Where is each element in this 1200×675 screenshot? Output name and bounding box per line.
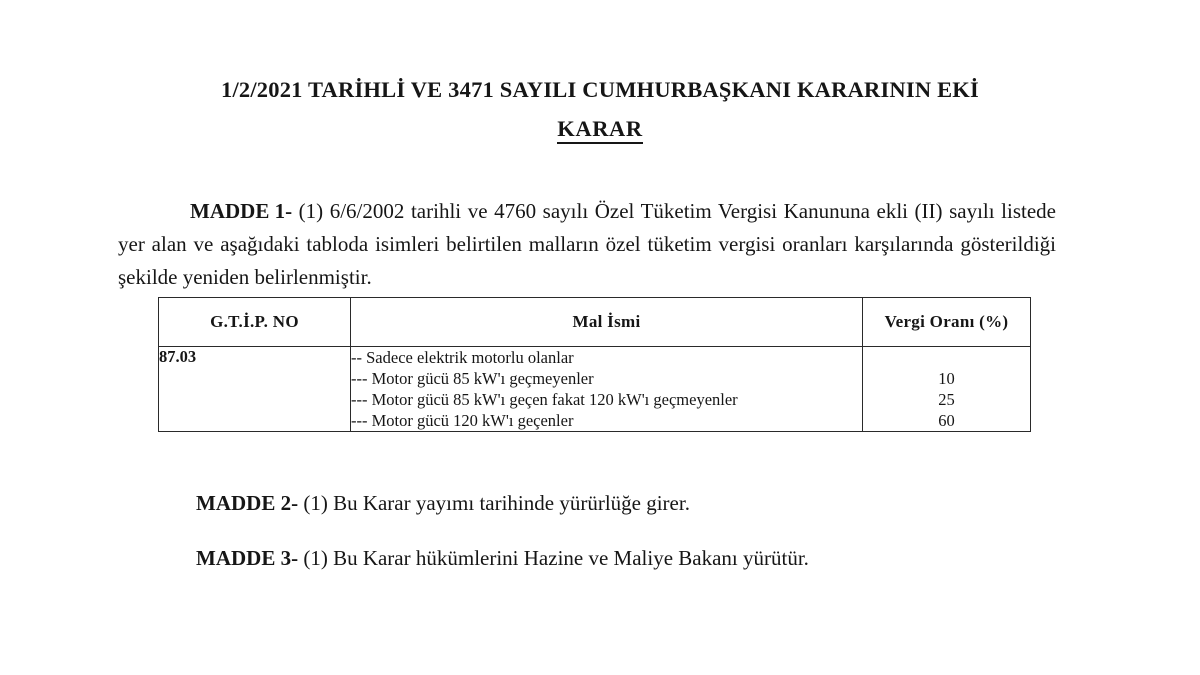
goods-list	[351, 347, 862, 431]
article-2-text: (1) Bu Karar yayımı tarihinde yürürlüğe girer.	[298, 491, 690, 515]
article-3-text: (1) Bu Karar hükümlerini Hazine ve Maliye Bakanı yürütür.	[298, 546, 809, 570]
article-3-paragraph	[196, 543, 809, 573]
list-item: --- Motor gücü 120 kW'ı geçenler	[351, 411, 574, 430]
list-item: 25	[938, 390, 955, 409]
article-2-label: MADDE 2-	[196, 491, 299, 515]
rate-list	[863, 347, 1030, 431]
column-header-tax-rate: Vergi Oranı (%)	[863, 298, 1031, 347]
list-item: -- Sadece elektrik motorlu olanlar	[351, 348, 574, 367]
article-1-paragraph	[118, 195, 1056, 294]
tax-rate-table	[158, 297, 1031, 432]
list-item: 10	[938, 369, 955, 388]
table-header-row	[159, 298, 1031, 347]
list-item: 60	[938, 411, 955, 430]
title-block	[0, 76, 1200, 142]
article-3-label: MADDE 3-	[196, 546, 299, 570]
article-2-paragraph	[196, 488, 690, 518]
table-body	[159, 347, 1031, 432]
article-1-text: (1) 6/6/2002 tarihli ve 4760 sayılı Özel Tüketim Vergisi Kanununa ekli (II) sayılı listede yer alan ve aşağıdaki tabloda isimleri belirtilen malların özel tüketim vergisi oranları karşılarında gösterildiği şekilde yeniden belirlenmiştir.	[118, 199, 1056, 289]
list-item	[863, 347, 1030, 368]
column-header-goods-name: Mal İsmi	[351, 298, 863, 347]
document-subtitle-text: KARAR	[557, 116, 643, 144]
list-item: --- Motor gücü 85 kW'ı geçen fakat 120 kW'ı geçmeyenler	[351, 390, 738, 409]
list-item: --- Motor gücü 85 kW'ı geçmeyenler	[351, 369, 594, 388]
column-header-gtip: G.T.İ.P. NO	[159, 298, 351, 347]
document-title: 1/2/2021 TARİHLİ VE 3471 SAYILI CUMHURBAŞKANI KARARININ EKİ	[221, 77, 979, 102]
table-header	[159, 298, 1031, 347]
document-subtitle	[0, 116, 1200, 142]
cell-gtip-code: 87.03	[159, 347, 351, 432]
cell-goods-name	[351, 347, 863, 432]
article-1-label: MADDE 1-	[190, 199, 293, 223]
table-row	[159, 347, 1031, 432]
cell-tax-rate	[863, 347, 1031, 432]
